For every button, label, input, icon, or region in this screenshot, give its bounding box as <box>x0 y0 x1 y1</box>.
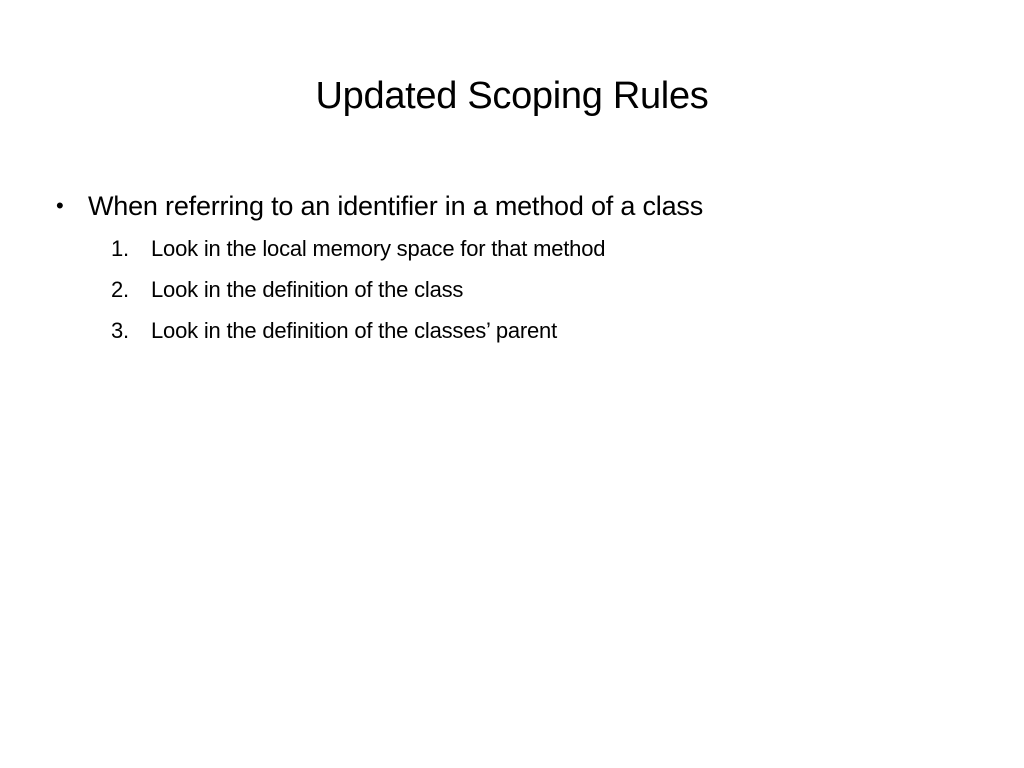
list-item-number: 1. <box>111 236 129 261</box>
list-item-text: Look in the definition of the classes’ parent <box>151 318 558 343</box>
slide-title: Updated Scoping Rules <box>315 75 709 117</box>
list-item <box>111 310 976 351</box>
list-item-number: 2. <box>111 277 129 302</box>
bullet-item <box>56 186 976 226</box>
numbered-list <box>56 228 976 351</box>
list-item <box>111 269 976 310</box>
bullet-marker: • <box>56 193 64 218</box>
list-item-text: Look in the definition of the class <box>151 277 464 302</box>
list-item-text: Look in the local memory space for that method <box>151 236 606 261</box>
slide-content <box>56 186 976 351</box>
list-item-number: 3. <box>111 318 129 343</box>
bullet-text: When referring to an identifier in a method of a class <box>88 191 704 221</box>
list-item <box>111 228 976 269</box>
